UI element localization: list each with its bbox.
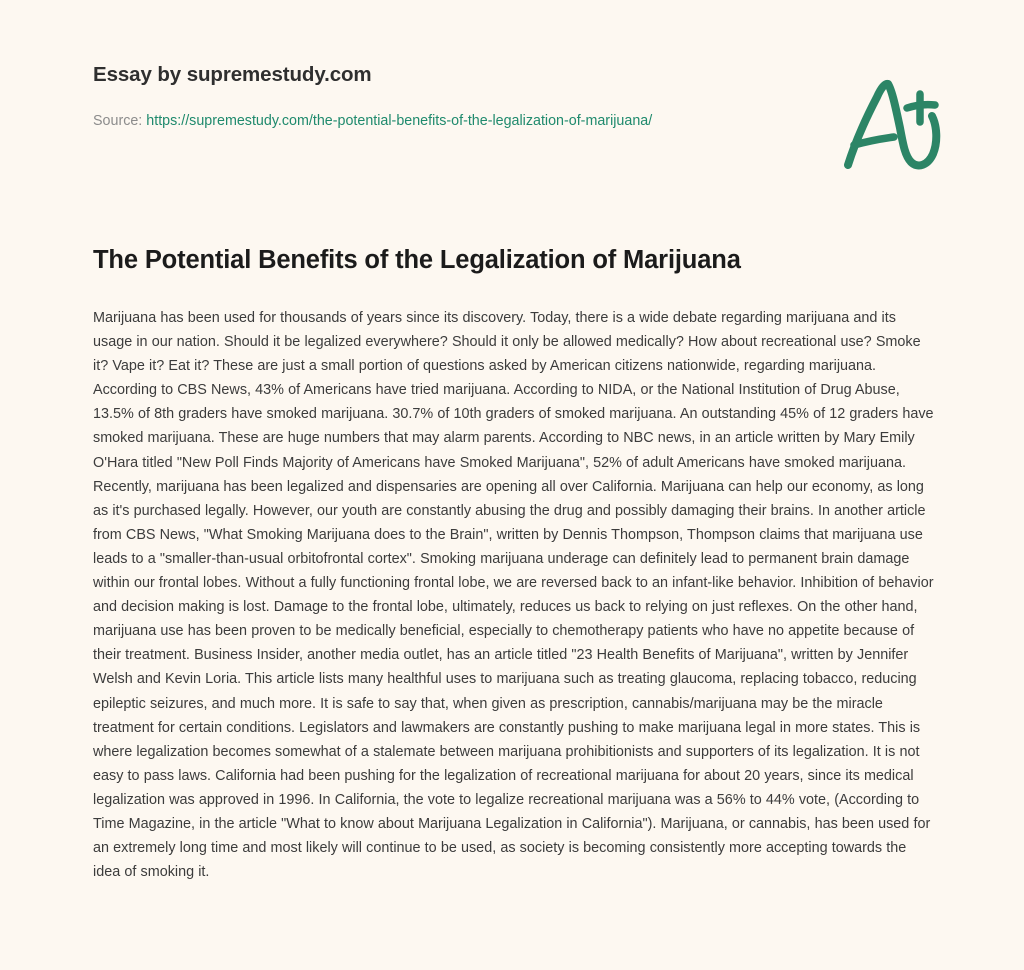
document-header: [93, 62, 944, 182]
essay-attribution: Essay by supremestudy.com: [93, 63, 372, 86]
a-plus-logo-icon: [832, 72, 952, 177]
source-line: [93, 111, 793, 131]
a-plus-logo: [832, 72, 952, 177]
article: [93, 243, 935, 884]
source-label: Source:: [93, 113, 143, 129]
header-text-block: [93, 62, 793, 131]
page-title: The Potential Benefits of the Legalization of Marijuana: [93, 246, 741, 274]
article-paragraph: Marijuana has been used for thousands of years since its discovery. Today, there is a wide debate regarding marijuana and its usage in our nation. Should it be legalized everywhere? Should it only be allowed medically? How about recreational use? Smoke it? Vape it? Eat it? These are just a small portion of questions asked by American citizens nationwide, regarding marijuana. According to CBS News, 43% of Americans have tried marijuana. According to NIDA, or the National Institution of Drug Abuse, 13.5% of 8th graders have smoked marijuana. 30.7% of 10th graders of smoked marijuana. An outstanding 45% of 12 graders have smoked marijuana. These are huge numbers that may alarm parents. According to NBC news, in an article written by Mary Emily O'Hara titled "New Poll Finds Majority of Americans have Smoked Marijuana", 52% of adult Americans have smoked marijuana. Recently, marijuana has been legalized and dispensaries are opening all over California. Marijuana can help our economy, as long as it's purchased legally. However, our youth are constantly abusing the drug and possibly damaging their brains. In another article from CBS News, "What Smoking Marijuana does to the Brain", written by Dennis Thompson, Thompson claims that marijuana use leads to a "smaller-than-usual orbitofrontal cortex". Smoking marijuana underage can definitely lead to permanent brain damage within our frontal lobes. Without a fully functioning frontal lobe, we are reversed back to an infant-like behavior. Inhibition of behavior and decision making is lost. Damage to the frontal lobe, ultimately, reduces us back to relying on just reflexes. On the other hand, marijuana use has been proven to be medically beneficial, especially to chemotherapy patients who have no appetite because of their treatment. Business Insider, another media outlet, has an article titled "23 Health Benefits of Marijuana", written by Jennifer Welsh and Kevin Loria. This article lists many healthful uses to marijuana such as treating glaucoma, replacing tobacco, reducing epileptic seizures, and much more. It is safe to say that, when given as prescription, cannabis/marijuana may be the miracle treatment for certain conditions. Legislators and lawmakers are constantly pushing to make marijuana legal in more states. This is where legalization becomes somewhat of a stalemate between marijuana prohibitionists and supporters of its legalization. It is not easy to pass laws. California had been pushing for the legalization of recreational marijuana for about 20 years, since its medical legalization was approved in 1996. In California, the vote to legalize recreational marijuana was a 56% to 44% vote, (According to Time Magazine, in the article "What to know about Marijuana Legalization in California"). Marijuana, or cannabis, has been used for an extremely long time and most likely will continue to be used, as society is becoming consistently more accepting towards the idea of smoking it.: [93, 310, 934, 881]
source-url-link[interactable]: https://supremestudy.com/the-potential-benefits-of-the-legalization-of-marijuana/: [146, 113, 653, 129]
article-body: [93, 306, 935, 884]
